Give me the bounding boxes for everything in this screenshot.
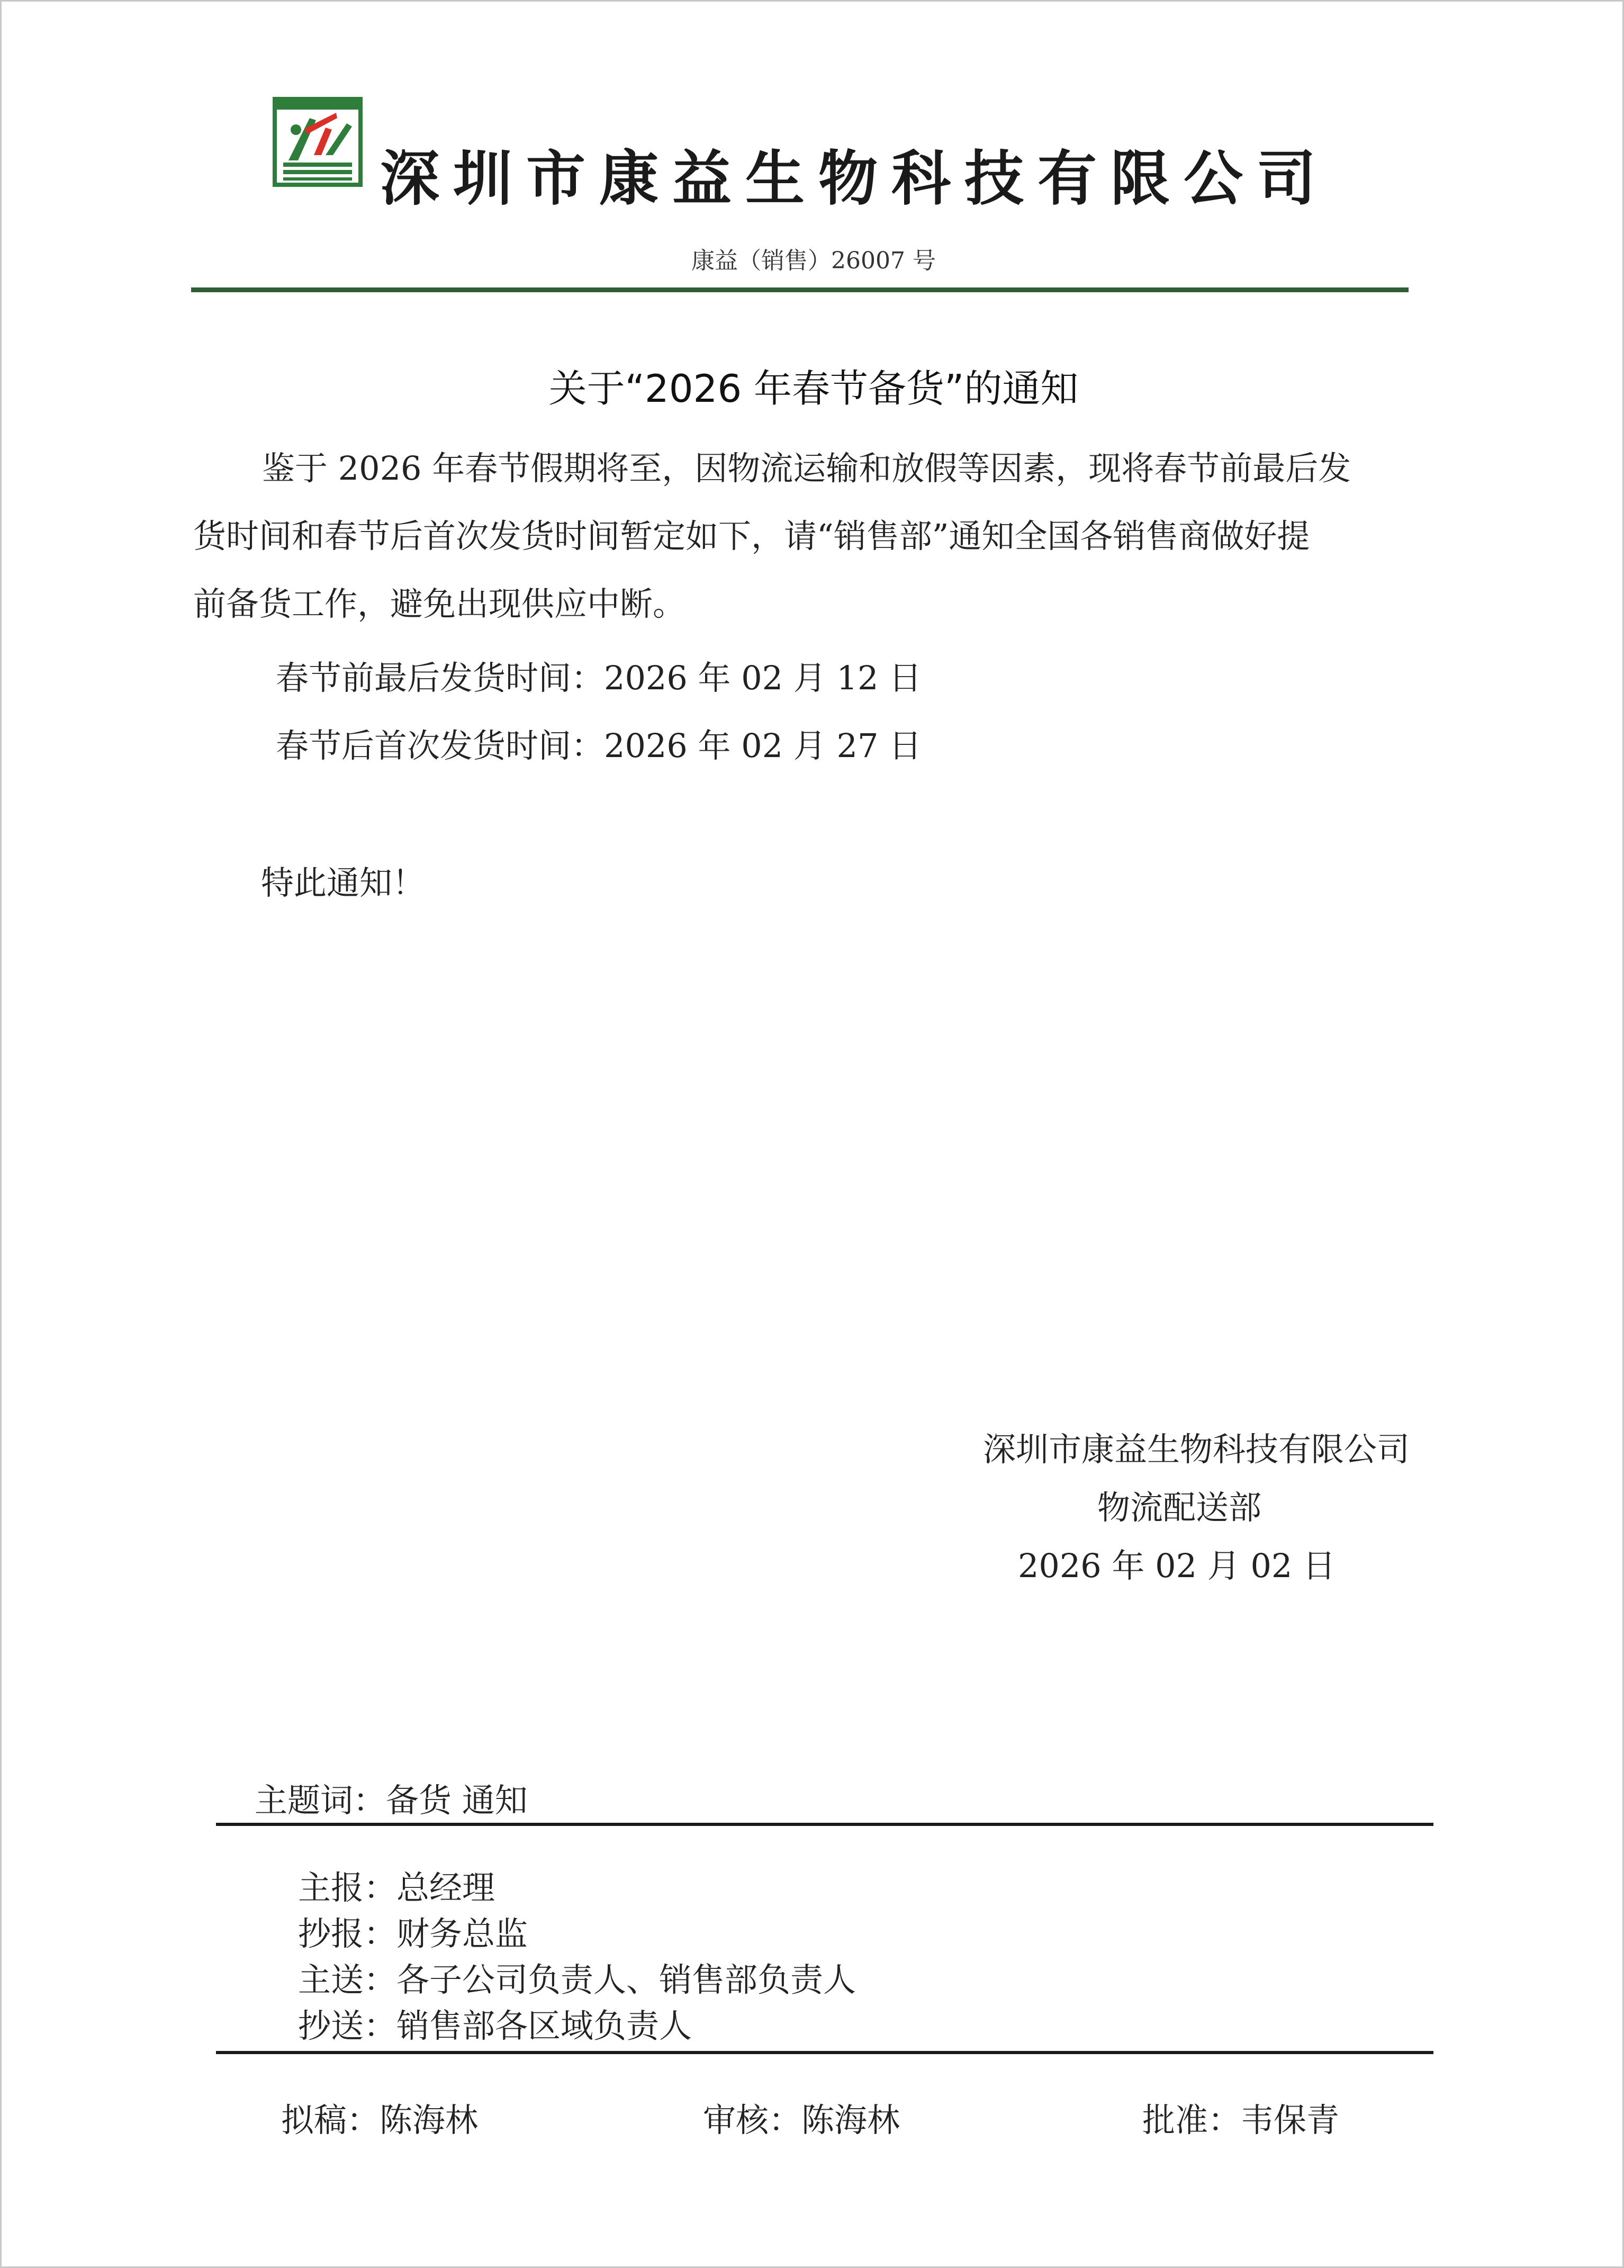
company-logo-icon: [273, 97, 363, 187]
approved-by: 批准：韦保青: [1142, 2101, 1340, 2139]
signature-department: 物流配送部: [1097, 1488, 1261, 1527]
body-line: 鉴于 2026 年春节假期将至，因物流运输和放假等因素，现将春节前最后发: [262, 449, 1351, 488]
body-line: 前备货工作，避免出现供应中断。: [193, 584, 686, 623]
company-title: 深圳市康益生物科技有限公司: [380, 145, 1330, 213]
subject-keywords: 主题词：备货 通知: [255, 1781, 528, 1820]
first-shipment-date: 春节后首次发货时间：2026 年 02 月 27 日: [276, 726, 922, 765]
distribution-line: 主送：各子公司负责人、销售部负责人: [298, 1960, 856, 1999]
reviewed-by: 审核：陈海林: [703, 2101, 900, 2139]
document-number: 康益（销售）26007 号: [691, 247, 936, 274]
last-shipment-date: 春节前最后发货时间：2026 年 02 月 12 日: [276, 659, 922, 697]
distribution-line: 抄送：销售部各区域负责人: [298, 2006, 692, 2045]
notice-body: [193, 435, 1411, 638]
distribution-top-rule: [216, 1823, 1433, 1826]
signature-date: 2026 年 02 月 02 日: [1017, 1546, 1336, 1585]
closing-remark: 特此通知！: [261, 863, 426, 902]
drafted-by: 拟稿：陈海林: [281, 2101, 479, 2139]
distribution-line: 主报：总经理: [298, 1868, 495, 1907]
signature-company: 深圳市康益生物科技有限公司: [982, 1430, 1410, 1469]
distribution-bottom-rule: [216, 2051, 1433, 2054]
header-divider: [191, 287, 1409, 292]
notice-title: 关于“2026 年春节备货”的通知: [548, 366, 1079, 411]
distribution-line: 抄报：财务总监: [298, 1914, 528, 1953]
body-line: 货时间和春节后首次发货时间暂定如下，请“销售部”通知全国各销售商做好提: [193, 517, 1310, 555]
